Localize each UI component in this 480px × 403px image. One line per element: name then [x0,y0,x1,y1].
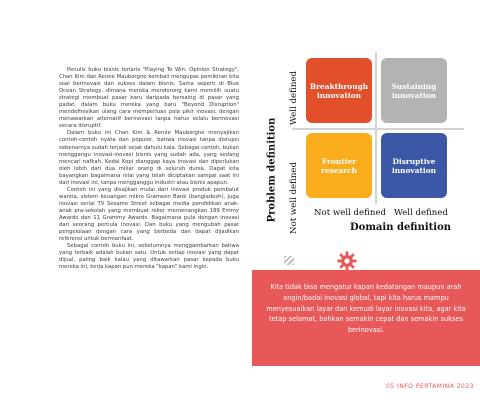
y-tick-top-text: Well defined [289,71,299,125]
y-axis-label [266,92,278,247]
horizontal-divider [292,128,464,130]
article-body [59,67,239,271]
paragraph: Penulis buku bisnis terlaris "Playing To Win: Opinion Strategy", Chan Kim dan Renée Mauborgne kembali mengupas pemikiran kita soal berinovasi dan sukses dalam bisnis. Sama seperti di Blue Ocean Strategy, dimana mereka mendorong kami memilih suatu strategi membuat pasar baru daripada bersaing di pasar yang padat, dalam buku mereka yang baru "Beyond Disruption" mendefinisikan ulang cara memperluas pola pikir inovasi, dengan menawarkan alternatif berinovasi tanpa harus selalu berinovasi secara disruptif. [59,67,239,130]
y-axis-label-text: Problem definition [266,117,278,222]
y-tick-bottom-text: Not well defined [289,162,299,234]
quote-callout [252,270,480,366]
paragraph: Contoh ini yang disajikan mulai dari inovasi produk pembalut wanita, sistem keuangan mikro Grameen Bank (bangladesh), juga inovasi serial TV Sesame Street sebagai media pendidikan anak-anak pra-sekolah yang membuat rekor memenangkan 189 Emmy Awards dan 11 Grammy Awards. Bagaimana pula dengan inovasi dari seorang pemula inovasi. Dan buku yang mengubah pasar pengelolaan dengan cara yang berbeda dan dapat dijadikan referensi untuk bermanfaat. [59,186,239,243]
page-footer: 05 INFO PERTAMINA 2023 [385,383,474,390]
vertical-divider [375,52,377,204]
quadrant-disruptive: Disruptive innovation [381,133,447,198]
callout-text: Kita tidak bisa mengatur kapan kedatangan maupun arah angin/badai inovasi global, tapi kita harus mampu menyesuaikan layar dan kemudi layar inovasi kita, agar kita tetap selamat, bahkan semakin cepat dan semakin sukses berinovasi. [266,283,466,335]
gear-icon [336,250,358,272]
x-axis-label: Domain definition [350,222,452,233]
x-tick-right: Well defined [394,208,448,218]
quadrant-frontier: Frontier research [306,133,372,198]
y-tick-top [288,68,300,128]
quadrant-breakthrough: Breakthrough innovation [306,58,372,123]
paragraph: Sebagai contoh buku ini, sebelumnya menggambarkan bahwa yang terbaik adalah bukan satu. Untuk setiap inovasi yang dapat dijual, paling baik kalau yang ditawarkan pasar kepada buku mereka ini, kerja kapan pun mereka "kapan" kami ingin. [59,243,239,271]
y-tick-bottom [288,162,300,234]
x-tick-left: Not well defined [314,208,386,218]
paragraph: Dalam buku ini Chan Kim & Renée Mauborgne menyajikan contoh-contoh nyata dan populer, bahwa inovasi tanpa disrupsi sebenarnya sudah terjadi sejak dahulu kala. Sebagai contoh, bukan menggangu inovasi-inovasi bisnis yang sudah ada, yang sedang mencari nafkah. Kedai Kopi dianggap kaya inovasi dan diperlukan oleh lebih dari dua miliar orang di seluruh dunia. Dapat kita bayangkan bagaimana nilai yang telah diciptakan sampai saat ini dari inovasi ini, tanpa mengganggu industri atau bisnis apapun. [59,130,239,186]
hatched-stripes-decoration [284,256,294,265]
innovation-matrix-figure [258,48,480,280]
quadrant-sustaining: Sustaining innovation [381,58,447,123]
